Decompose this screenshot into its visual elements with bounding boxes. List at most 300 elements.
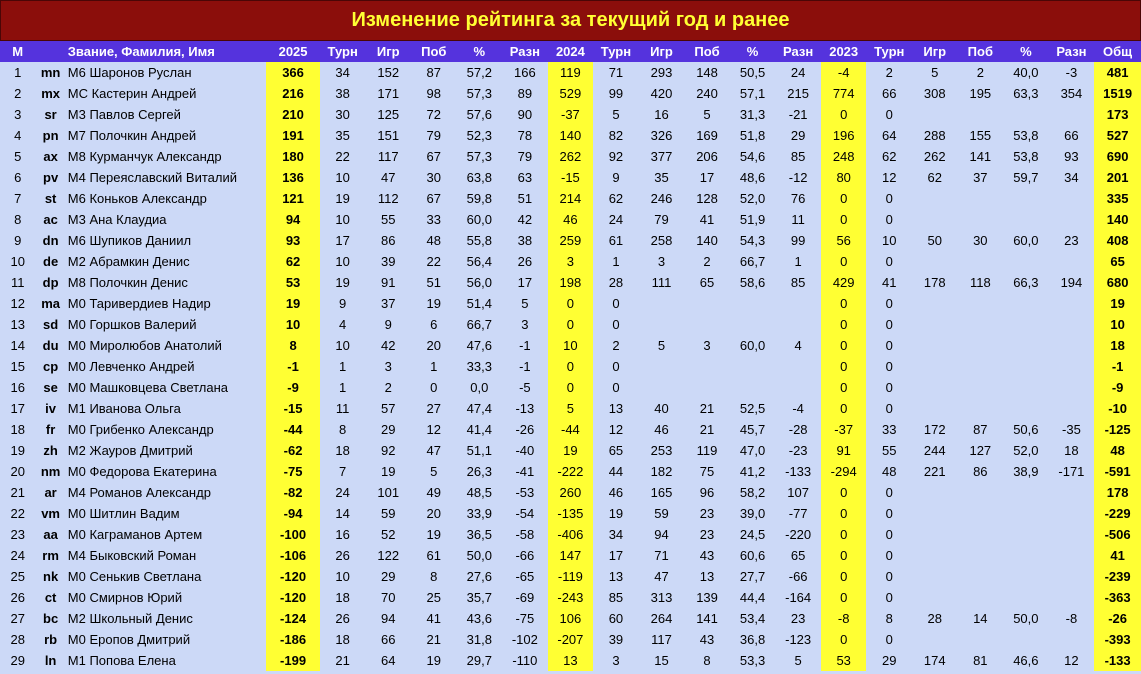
table-cell: -171 (1058, 464, 1085, 479)
table-cell (775, 293, 821, 314)
table-cell: de (43, 254, 59, 269)
table-cell: 53,3 (739, 653, 766, 668)
table-cell (958, 314, 1004, 335)
table-cell: 140 (548, 125, 594, 146)
table-cell: 0 (885, 527, 893, 542)
table-cell: -186 (266, 629, 320, 650)
table-cell: 40,0 (1013, 65, 1039, 80)
table-cell: -3 (1065, 65, 1078, 80)
table-cell: 8 (430, 569, 438, 584)
table-cell: 62 (927, 170, 942, 185)
table-cell: -37 (821, 419, 867, 440)
table-cell: -44 (266, 419, 320, 440)
table-cell: 23 (790, 611, 806, 626)
table-cell: 52,0 (1013, 443, 1039, 458)
table-cell: -106 (266, 545, 320, 566)
table-cell: 0 (885, 569, 893, 584)
table-cell: 293 (650, 65, 673, 80)
column-header: Звание, Фамилия, Имя (66, 41, 266, 62)
table-cell: 24,5 (739, 527, 766, 542)
table-cell: -26 (1094, 608, 1141, 629)
table-cell: 48 (1094, 440, 1141, 461)
table-cell (730, 356, 776, 377)
table-cell: 41 (699, 212, 715, 227)
table-cell: 86 (973, 464, 988, 479)
table-cell: mx (41, 86, 60, 101)
table-cell: 10 (1094, 314, 1141, 335)
table-cell: 19 (10, 443, 25, 458)
table-cell: -41 (515, 464, 535, 479)
table-cell: 147 (548, 545, 594, 566)
table-cell: 5 (794, 653, 802, 668)
table-cell: -53 (515, 485, 535, 500)
table-cell: 57,1 (739, 86, 766, 101)
table-cell: 17 (699, 170, 715, 185)
table-cell: 52,0 (739, 191, 766, 206)
column-header: Игр (639, 41, 685, 62)
table-cell: 0 (430, 380, 438, 395)
table-cell: -40 (515, 443, 535, 458)
table-cell: -164 (785, 590, 812, 605)
table-cell: 48 (881, 464, 897, 479)
table-cell (1049, 356, 1095, 377)
table-cell: 12 (1064, 653, 1079, 668)
table-cell: 0 (548, 356, 594, 377)
table-cell: 10 (335, 254, 350, 269)
table-cell: 21 (699, 422, 715, 437)
table-cell: 112 (377, 191, 399, 206)
table-row (0, 566, 1141, 587)
table-cell: 174 (923, 653, 946, 668)
table-cell: М2 Жауров Дмитрий (67, 443, 193, 458)
column-header: Турн (593, 41, 639, 62)
table-cell: 8 (885, 611, 893, 626)
table-cell: 86 (380, 233, 396, 248)
table-cell: 5 (430, 464, 438, 479)
table-cell: 262 (548, 146, 594, 167)
table-cell: 91 (380, 275, 396, 290)
table-cell: 0 (548, 293, 594, 314)
table-cell: 178 (923, 275, 946, 290)
rating-table (0, 41, 1141, 671)
table-cell (912, 587, 958, 608)
table-cell: 58,2 (739, 485, 766, 500)
table-cell: 14 (335, 506, 350, 521)
table-row (0, 419, 1141, 440)
table-cell: 2 (976, 65, 984, 80)
table-cell: 6 (430, 317, 438, 332)
table-cell: 29,7 (466, 653, 492, 668)
table-cell: 66 (1064, 128, 1079, 143)
table-cell: 99 (608, 86, 624, 101)
table-cell: 5 (657, 338, 666, 353)
table-cell (1003, 398, 1049, 419)
table-cell: 52,3 (466, 128, 492, 143)
table-cell: 259 (548, 230, 594, 251)
table-cell: 51,4 (466, 296, 492, 311)
table-cell: 155 (969, 128, 992, 143)
table-cell: М0 Каграманов Артем (67, 527, 203, 542)
table-cell: М0 Шитлин Вадим (67, 506, 180, 521)
table-cell: 10 (335, 170, 350, 185)
table-cell: -133 (1094, 650, 1141, 671)
table-cell (912, 629, 958, 650)
table-cell: vm (41, 506, 60, 521)
table-cell: 23 (10, 527, 25, 542)
table-cell: 41 (426, 611, 441, 626)
table-cell: 62 (266, 251, 320, 272)
table-cell: 17 (608, 548, 624, 563)
table-cell: 51 (517, 191, 533, 206)
table-cell (958, 524, 1004, 545)
table-cell: 117 (377, 149, 399, 164)
table-cell (1049, 293, 1095, 314)
table-cell: 10 (335, 569, 350, 584)
table-cell: 118 (969, 275, 991, 290)
table-cell: 41,2 (739, 464, 766, 479)
table-cell (958, 587, 1004, 608)
table-cell: -8 (821, 608, 867, 629)
table-cell: fr (45, 422, 56, 437)
table-cell (1003, 104, 1049, 125)
table-cell: 79 (654, 212, 669, 227)
table-cell (1003, 335, 1049, 356)
table-cell: 253 (650, 443, 673, 458)
table-row (0, 545, 1141, 566)
table-cell: 80 (821, 167, 867, 188)
table-cell: 52 (380, 527, 396, 542)
table-cell: 12 (881, 170, 897, 185)
table-cell (1049, 314, 1095, 335)
table-cell (1003, 251, 1049, 272)
table-cell: 38,9 (1013, 464, 1039, 479)
table-cell: -5 (519, 380, 531, 395)
table-cell: 10 (335, 212, 350, 227)
table-cell: 4 (14, 128, 22, 143)
table-cell: 173 (1094, 104, 1141, 125)
table-cell: 262 (923, 149, 946, 164)
table-row (0, 167, 1141, 188)
table-cell: 62 (881, 149, 897, 164)
table-cell: 195 (969, 86, 992, 101)
table-cell (1003, 503, 1049, 524)
table-cell (1049, 377, 1095, 398)
table-cell: 16 (654, 107, 669, 122)
table-cell: 27,7 (739, 569, 766, 584)
table-cell: 5 (612, 107, 620, 122)
table-cell: 58,6 (739, 275, 766, 290)
table-cell (730, 377, 776, 398)
table-cell: 79 (426, 128, 441, 143)
table-cell (912, 104, 958, 125)
table-cell: -8 (1065, 611, 1078, 626)
table-cell (912, 293, 958, 314)
table-cell: -506 (1094, 524, 1141, 545)
table-row (0, 146, 1141, 167)
table-cell: 81 (973, 653, 988, 668)
table-cell: -125 (1094, 419, 1141, 440)
table-row (0, 209, 1141, 230)
table-cell: 214 (548, 188, 594, 209)
table-cell: 408 (1094, 230, 1141, 251)
table-cell (958, 188, 1004, 209)
table-cell: 4 (794, 338, 802, 353)
table-cell: -1 (519, 338, 531, 353)
table-cell: 26 (335, 548, 350, 563)
table-cell: 7 (339, 464, 347, 479)
table-cell: 140 (696, 233, 718, 248)
table-cell: 148 (696, 65, 718, 80)
table-cell: 10 (10, 254, 25, 269)
table-cell (730, 293, 776, 314)
table-cell: М6 Коньков Александр (67, 191, 207, 206)
table-cell: 72 (426, 107, 441, 122)
table-cell (1049, 503, 1095, 524)
table-cell: 13 (608, 569, 624, 584)
table-cell (912, 482, 958, 503)
table-cell: 39 (380, 254, 396, 269)
table-cell: bc (43, 611, 59, 626)
table-cell: 141 (969, 149, 992, 164)
table-cell: 34 (608, 527, 624, 542)
table-cell: 9 (612, 170, 620, 185)
table-cell: -54 (515, 506, 535, 521)
table-cell: 244 (923, 443, 946, 458)
table-cell: -4 (821, 62, 867, 83)
table-cell: 23 (699, 506, 715, 521)
column-header: % (457, 41, 503, 62)
table-cell: 36,5 (466, 527, 492, 542)
table-row (0, 461, 1141, 482)
table-cell: 481 (1094, 62, 1141, 83)
table-cell: -66 (515, 548, 535, 563)
table-cell: 66,3 (1013, 275, 1039, 290)
table-cell (912, 188, 958, 209)
table-cell: 51,8 (739, 128, 766, 143)
table-cell: 29 (881, 653, 897, 668)
table-cell: 172 (923, 422, 946, 437)
table-cell: 151 (377, 128, 400, 143)
table-cell: 180 (266, 146, 320, 167)
table-cell: 63,3 (1013, 86, 1039, 101)
table-cell (1003, 566, 1049, 587)
table-cell: 23 (1064, 233, 1079, 248)
table-cell: 24 (790, 65, 806, 80)
column-header: 2024 (548, 41, 594, 62)
table-cell: 0 (885, 254, 893, 269)
table-cell: М0 Таривердиев Надир (67, 296, 211, 311)
table-cell: 136 (266, 167, 320, 188)
table-cell: 56,0 (466, 275, 492, 290)
table-cell: 127 (969, 443, 992, 458)
table-cell: 51 (426, 275, 441, 290)
column-header: Турн (320, 41, 366, 62)
table-cell: 17 (335, 233, 350, 248)
table-cell: 26 (335, 611, 350, 626)
table-cell: 46,6 (1013, 653, 1039, 668)
table-cell: М3 Ана Клаудиа (67, 212, 167, 227)
table-cell: М4 Быковский Роман (67, 548, 197, 563)
table-cell: 57,2 (466, 65, 492, 80)
table-cell: 54,3 (739, 233, 766, 248)
table-header-row (0, 41, 1141, 62)
table-cell: 21 (10, 485, 25, 500)
table-cell: 1 (14, 65, 22, 80)
table-row (0, 83, 1141, 104)
table-cell (958, 335, 1004, 356)
table-cell: 335 (1094, 188, 1141, 209)
table-cell: 8 (266, 335, 320, 356)
table-cell: 59,7 (1013, 170, 1039, 185)
table-row (0, 524, 1141, 545)
table-cell: 61 (608, 233, 624, 248)
table-cell: 45,7 (739, 422, 766, 437)
column-header: Турн (866, 41, 912, 62)
table-cell: М0 Горшков Валерий (67, 317, 197, 332)
table-cell: 429 (821, 272, 867, 293)
table-cell: 14 (973, 611, 988, 626)
table-cell: 48,5 (466, 485, 492, 500)
table-cell (958, 356, 1004, 377)
table-cell: 529 (548, 83, 594, 104)
table-cell: 10 (548, 335, 594, 356)
table-cell: 2 (14, 86, 22, 101)
table-cell: 26 (517, 254, 533, 269)
table-cell: М0 Грибенко Александр (67, 422, 214, 437)
table-cell: 240 (696, 86, 718, 101)
table-cell: 165 (650, 485, 673, 500)
table-cell: 690 (1094, 146, 1141, 167)
table-cell: 19 (426, 653, 441, 668)
table-cell: 42 (517, 212, 533, 227)
table-cell: 198 (548, 272, 594, 293)
table-row (0, 650, 1141, 671)
table-cell: 46 (608, 485, 624, 500)
table-cell: 22 (426, 254, 441, 269)
table-cell: 57,6 (466, 107, 492, 122)
table-cell: 246 (650, 191, 673, 206)
table-cell: -363 (1094, 587, 1141, 608)
table-cell: -66 (788, 569, 808, 584)
table-cell: 43 (699, 632, 715, 647)
table-cell: cp (43, 359, 59, 374)
table-cell (1003, 482, 1049, 503)
table-cell: 25 (426, 590, 441, 605)
table-cell (958, 545, 1004, 566)
table-cell: -58 (515, 527, 535, 542)
table-cell: 0 (821, 314, 867, 335)
table-cell: -69 (515, 590, 535, 605)
table-cell: 87 (973, 422, 988, 437)
table-cell: 0 (612, 380, 620, 395)
table-cell: 53 (266, 272, 320, 293)
table-cell: МС Кастерин Андрей (67, 86, 197, 101)
table-cell: 75 (699, 464, 715, 479)
table-cell: -44 (548, 419, 594, 440)
table-cell: -239 (1094, 566, 1141, 587)
table-cell: М6 Шупиков Даниил (67, 233, 192, 248)
table-cell: 60 (608, 611, 624, 626)
table-cell: du (42, 338, 59, 353)
table-cell: 59,8 (466, 191, 492, 206)
table-cell: 24 (608, 212, 624, 227)
table-cell: 15 (654, 653, 669, 668)
table-cell: 11 (335, 401, 350, 416)
table-cell: 9 (14, 233, 22, 248)
table-cell: 41 (881, 275, 897, 290)
table-cell: 64 (380, 653, 396, 668)
table-cell: 182 (650, 464, 673, 479)
table-cell: 20 (10, 464, 25, 479)
table-cell (639, 314, 685, 335)
table-cell: М1 Попова Елена (67, 653, 176, 668)
table-cell: 0 (821, 335, 867, 356)
table-cell (1049, 587, 1095, 608)
table-cell: 221 (923, 464, 946, 479)
table-row (0, 293, 1141, 314)
table-cell: 52,5 (739, 401, 766, 416)
table-cell: pv (43, 170, 59, 185)
column-header: % (730, 41, 776, 62)
table-cell (912, 356, 958, 377)
table-cell: 264 (650, 611, 673, 626)
table-cell: 0 (821, 251, 867, 272)
table-cell: М2 Абрамкин Денис (67, 254, 190, 269)
table-cell: 14 (10, 338, 25, 353)
table-row (0, 104, 1141, 125)
table-row (0, 188, 1141, 209)
table-row (0, 629, 1141, 650)
table-cell: 78 (517, 128, 533, 143)
table-cell (1003, 629, 1049, 650)
table-cell: 3 (657, 254, 666, 269)
table-cell: 47 (426, 443, 441, 458)
table-row (0, 125, 1141, 146)
table-cell: -220 (785, 527, 812, 542)
table-cell: -100 (266, 524, 320, 545)
table-cell: М0 Миролюбов Анатолий (67, 338, 222, 353)
table-cell: -222 (548, 461, 594, 482)
table-cell: 46 (654, 422, 669, 437)
table-cell: 5 (548, 398, 594, 419)
table-cell: 0 (821, 524, 867, 545)
table-cell: 191 (266, 125, 320, 146)
table-cell: dp (42, 275, 59, 290)
table-cell (958, 251, 1004, 272)
table-cell: -9 (266, 377, 320, 398)
table-cell: 19 (380, 464, 396, 479)
table-cell: -229 (1094, 503, 1141, 524)
table-cell: 196 (821, 125, 867, 146)
table-cell: 50,0 (466, 548, 492, 563)
table-cell: 20 (426, 338, 441, 353)
table-cell (1003, 209, 1049, 230)
table-cell (912, 398, 958, 419)
table-cell (1003, 188, 1049, 209)
table-cell: 8 (339, 422, 347, 437)
table-cell: -123 (785, 632, 812, 647)
table-cell: 0 (548, 377, 594, 398)
table-cell: 0 (885, 359, 893, 374)
table-cell: 66 (881, 86, 897, 101)
table-cell: 19 (426, 527, 441, 542)
table-cell: 1519 (1094, 83, 1141, 104)
table-cell: 15 (10, 359, 25, 374)
table-cell (1003, 587, 1049, 608)
table-row (0, 608, 1141, 629)
column-header: Общ (1094, 41, 1141, 62)
table-cell: 18 (335, 443, 350, 458)
